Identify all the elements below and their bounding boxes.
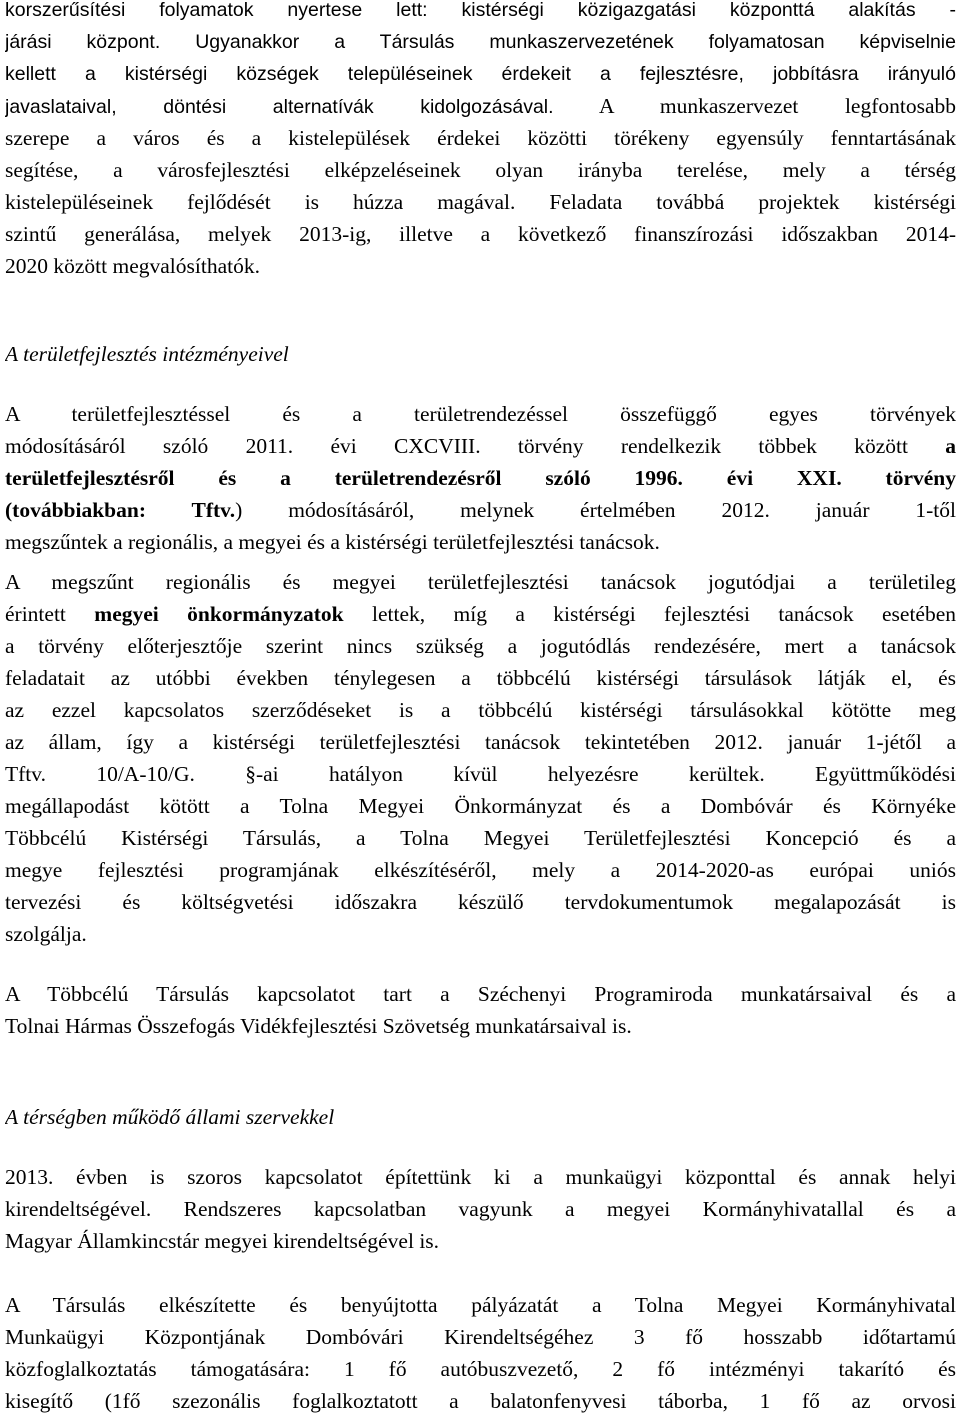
text-line: A megszűnt regionális és megyei területfejlesztési tanácsok jogutódjai a területileg [5, 570, 956, 594]
text-span-bold: területfejlesztésről és a területrendezésről szóló 1996. évi XXI. törvény [5, 466, 956, 490]
text-line: kistelepüléseinek fejlődését is húzza magával. Feladata továbbá projektek kistérségi [5, 190, 956, 214]
text-line: A Társulás elkészítette és benyújtotta pályázatát a Tolna Megyei Kormányhivatal [5, 1293, 956, 1317]
text-line: megszűntek a regionális, a megyei és a kistérségi területfejlesztési tanácsok. [5, 530, 660, 554]
paragraph-employment-center [5, 1161, 956, 1257]
text-span: ) módosításáról, melynek értelmében 2012. január 1-től [235, 498, 956, 522]
text-line-mixed [5, 494, 956, 526]
paragraph-law [5, 398, 956, 558]
paragraph-intro [5, 0, 956, 282]
text-line: A Többcélú Társulás kapcsolatot tart a Széchenyi Programiroda munkatársaival és a [5, 982, 956, 1006]
text-line: az ezzel kapcsolatos szerződéseket is a többcélú kistérségi társulásokkal kötötte meg [5, 698, 956, 722]
text-line: kellett a kistérségi községek településeinek érdekeit a fejlesztésre, jobbításra irányuló [5, 63, 956, 85]
text-span: lettek, míg a kistérségi fejlesztési tanácsok esetében [343, 602, 956, 626]
text-line: a törvény előterjesztője szerint nincs szükség a jogutódlás rendezésére, mert a tanácsok [5, 634, 956, 658]
paragraph-application [5, 1289, 956, 1416]
text-line: A területfejlesztéssel és a területrendezéssel összefüggő egyes törvények [5, 402, 956, 426]
text-line: megállapodást kötött a Tolna Megyei Önkormányzat és a Dombóvár és Környéke [5, 794, 956, 818]
text-line: szintű generálása, melyek 2013-ig, illetve a következő finanszírozási időszakban 2014- [5, 222, 956, 246]
text-span-bold: a [945, 434, 956, 458]
text-line: Többcélú Kistérségi Társulás, a Tolna Megyei Területfejlesztési Koncepció és a [5, 826, 956, 850]
text-line: Tolnai Hármas Összefogás Vidékfejlesztési Szövetség munkatársaival is. [5, 1014, 632, 1038]
text-line: szerepe a város és a kistelepülések érdekei közötti törékeny egyensúly fenntartásának [5, 126, 956, 150]
text-line: tervezési és költségvetési időszakra készülő tervdokumentumok megalapozását is [5, 890, 956, 914]
text-line: kisegítő (1fő szezonális foglalkoztatott a balatonfenyvesi táborba, 1 fő az orvosi [5, 1389, 956, 1413]
paragraph-successors [5, 566, 956, 950]
text-line: közfoglalkoztatás támogatására: 1 fő autóbuszvezető, 2 fő intézményi takarító és [5, 1357, 956, 1381]
text-span: A munkaszervezet legfontosabb [553, 94, 956, 118]
text-line: 2020 között megvalósíthatók. [5, 254, 260, 278]
text-line: korszerűsítési folyamatok nyertese lett: kistérségi közigazgatási központtá alakítás - [5, 0, 956, 21]
text-line: járási központ. Ugyanakkor a Társulás munkaszervezetének folyamatosan képviselnie [5, 31, 956, 53]
text-line-mixed [5, 430, 956, 462]
document-page [5, 0, 956, 1416]
text-line: segítése, a városfejlesztési elképzeléseinek olyan irányba terelése, mely a térség [5, 158, 956, 182]
paragraph-partners [5, 978, 956, 1042]
text-line: Tftv. 10/A-10/G. §-ai hatályon kívül helyezésre kerültek. Együttműködési [5, 762, 956, 786]
text-span: javaslataival, döntési alternatívák kidolgozásával. [5, 96, 554, 118]
text-span: érintett [5, 602, 95, 626]
text-line-bold [5, 462, 956, 494]
text-line: Magyar Államkincstár megyei kirendeltségével is. [5, 1229, 440, 1253]
text-span-bold: (továbbiakban: Tftv. [5, 498, 236, 522]
text-line: Munkaügyi Központjának Dombóvári Kirendeltségéhez 3 fő hosszabb időtartamú [5, 1325, 956, 1349]
text-line: megye fejlesztési programjának elkészítéséről, mely a 2014-2020-as európai uniós [5, 858, 956, 882]
text-line: az állam, így a kistérségi területfejlesztési tanácsok tekintetében 2012. január 1-jétől a [5, 730, 956, 754]
section-heading-state-bodies: A térségben működő állami szervekkel [5, 1105, 335, 1129]
text-span: módosításáról szóló 2011. évi CXCVIII. törvény rendelkezik többek között [5, 434, 946, 458]
section-heading-regional-development: A területfejlesztés intézményeivel [5, 342, 289, 366]
text-line: 2013. évben is szoros kapcsolatot építettünk ki a munkaügyi központtal és annak helyi [5, 1165, 956, 1189]
text-span-bold: megyei önkormányzatok [94, 602, 344, 626]
text-line: feladatait az utóbbi években ténylegesen a többcélú kistérségi társulások látják el, és [5, 666, 956, 690]
text-line: kirendeltségével. Rendszeres kapcsolatban vagyunk a megyei Kormányhivatallal és a [5, 1197, 956, 1221]
text-line-mixed [5, 598, 956, 630]
text-line: szolgálja. [5, 922, 87, 946]
text-line-mixed [5, 90, 956, 122]
